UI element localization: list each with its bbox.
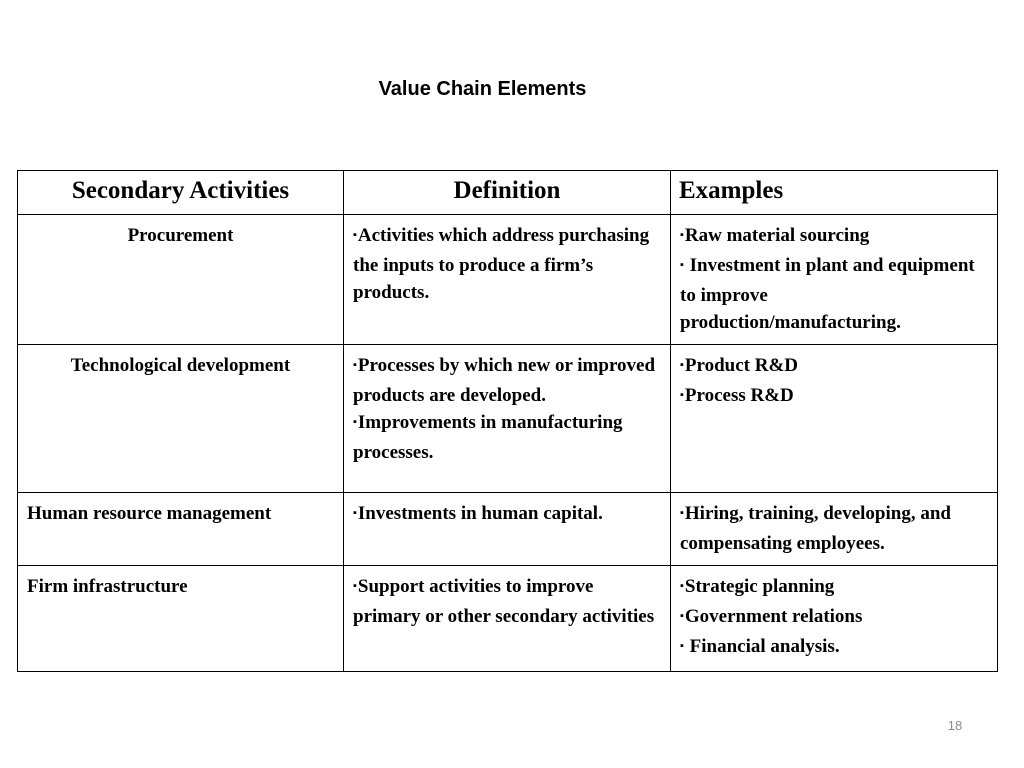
bullet-item: ▪Processes by which new or improved products are developed.	[353, 355, 656, 406]
header-definition: Definition	[344, 171, 671, 215]
table-row	[18, 566, 998, 672]
bullet-item: ▪Raw material sourcing	[680, 225, 870, 246]
page-number: 18	[947, 718, 963, 733]
bullet-item: ▪ Financial analysis.	[680, 636, 840, 657]
bullet-item: ▪Strategic planning	[680, 576, 835, 597]
bullet-icon: ▪	[680, 640, 684, 652]
definition-cell	[344, 493, 671, 566]
table-row	[18, 215, 998, 345]
slide-title: Value Chain Elements	[378, 78, 587, 100]
bullet-icon: ▪	[680, 229, 684, 241]
header-examples: Examples	[671, 171, 998, 215]
table-row	[18, 493, 998, 566]
bullet-item: ▪Hiring, training, developing, and compensating employees.	[680, 503, 951, 554]
bullet-icon: ▪	[680, 610, 684, 622]
table-row	[18, 345, 998, 493]
value-chain-table	[17, 170, 998, 672]
definition-cell	[344, 345, 671, 493]
bullet-icon: ▪	[680, 389, 684, 401]
activity-cell: Procurement	[18, 215, 344, 345]
bullet-item: ▪Improvements in manufacturing processes.	[353, 412, 623, 463]
definition-cell	[344, 566, 671, 672]
bullet-item: ▪Product R&D	[680, 355, 799, 376]
examples-cell	[671, 566, 998, 672]
bullet-item: ▪Government relations	[680, 606, 863, 627]
bullet-item: ▪Support activities to improve primary or other secondary activities	[353, 576, 655, 627]
bullet-item: ▪Activities which address purchasing the inputs to produce a firm’s products.	[353, 225, 650, 303]
table-header-row	[18, 171, 998, 215]
bullet-icon: ▪	[680, 259, 684, 271]
bullet-icon: ▪	[353, 359, 357, 371]
bullet-icon: ▪	[680, 359, 684, 371]
activity-cell: Technological development	[18, 345, 344, 493]
examples-cell	[671, 345, 998, 493]
header-secondary-activities: Secondary Activities	[18, 171, 344, 215]
definition-cell	[344, 215, 671, 345]
examples-cell	[671, 493, 998, 566]
activity-cell: Firm infrastructure	[18, 566, 344, 672]
bullet-icon: ▪	[353, 580, 357, 592]
bullet-icon: ▪	[353, 416, 357, 428]
bullet-icon: ▪	[680, 580, 684, 592]
activity-cell: Human resource management	[18, 493, 344, 566]
bullet-icon: ▪	[353, 507, 357, 519]
bullet-icon: ▪	[353, 229, 357, 241]
bullet-item: ▪ Investment in plant and equipment to improve production/manufacturing.	[680, 255, 980, 333]
examples-cell	[671, 215, 998, 345]
bullet-item: ▪Process R&D	[680, 385, 794, 406]
bullet-icon: ▪	[680, 507, 684, 519]
bullet-item: ▪Investments in human capital.	[353, 503, 603, 524]
